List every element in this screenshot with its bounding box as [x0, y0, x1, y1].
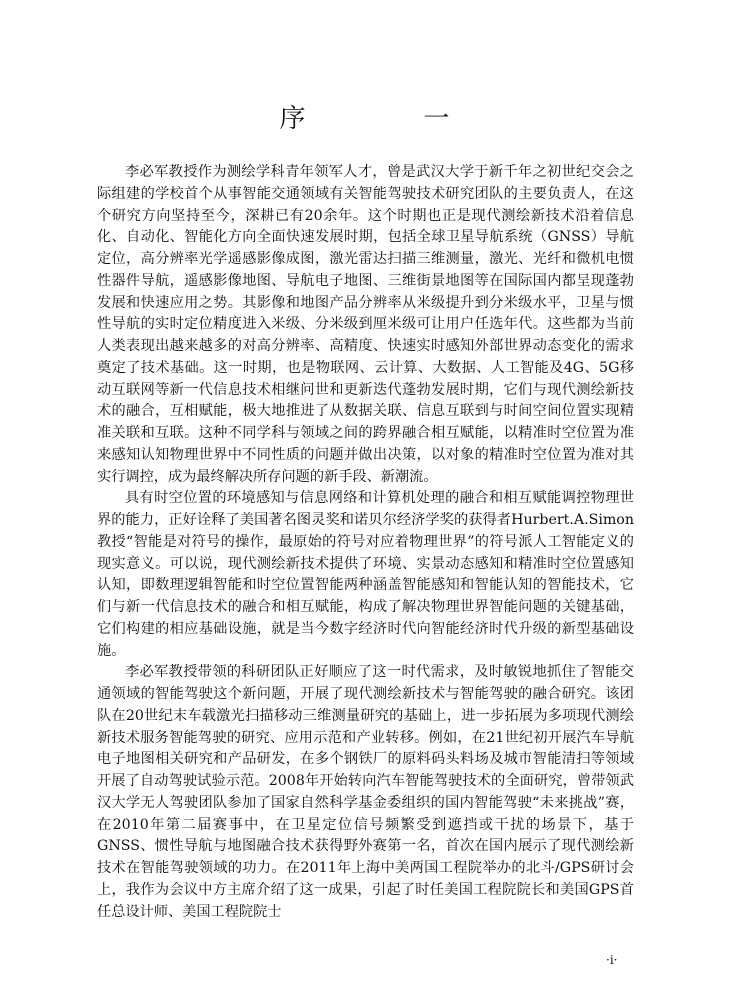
paragraph-1: 李必军教授作为测绘学科青年领军人才，曾是武汉大学于新千年之初世纪交会之际组建的学校首个从事智能交通领域有关智能驾驶技术研究团队的主要负责人，在这个研究方向坚持至今，深耕已有20余年。这个时期也正是现代测绘新技术沿着信息化、自动化、智能化方向全面快速发展时期，包括全球卫星导航系统（GNSS）导航定位，高分辨率光学遥感影像成图，激光雷达扫描三维测量，激光、光纤和微机电惯性器件导航，遥感影像地图、导航电子地图、三维街景地图等在国际国内都呈现蓬勃发展和快速应用之势。其影像和地图产品分辨率从米级提升到分米级水平，卫星与惯性导航的实时定位精度进入米级、分米级到厘米级可让用户任选年代。这些都为当前人类表现出越来越多的对高分辨率、高精度、快速实时感知外部世界动态变化的需求奠定了技术基础。这一时期，也是物联网、云计算、大数据、人工智能及4G、5G移动互联网等新一代信息技术相继问世和更新迭代蓬勃发展时期，它们与现代测绘新技术的融合，互相赋能，极大地推进了从数据关联、信息互联到与时间空间位置实现精准关联和互联。这种不同学科与领域之间的跨界融合相互赋能，以精准时空位置为准来感知认知物理世界中不同性质的问题并做出决策，以对象的精准时空位置为准对其实行调控，成为最终解决所存问题的新手段、新潮流。	[97, 164, 634, 485]
body-text	[97, 162, 634, 923]
paragraph-3: 李必军教授带领的科研团队正好顺应了这一时代需求，及时敏锐地抓住了智能交通领域的智能驾驶这个新问题，开展了现代测绘新技术与智能驾驶的融合研究。该团队在20世纪末车载激光扫描移动三维测量研究的基础上，进一步拓展为多项现代测绘新技术服务智能驾驶的研究、应用示范和产业转移。例如，在21世纪初开展汽车导航电子地图相关研究和产品研发，在多个钢铁厂的原料码头料场及城市智能清扫等领域开展了自动驾驶试验示范。2008年开始转向汽车智能驾驶技术的全面研究，曾带领武汉大学无人驾驶团队参加了国家自然科学基金委组织的国内智能驾驶“未来挑战”赛，在2010年第二届赛事中，在卫星定位信号频繁受到遮挡或干扰的场景下，基于GNSS、惯性导航与地图融合技术获得野外赛第一名，首次在国内展示了现代测绘新技术在智能驾驶领域的功力。在2011年上海中美两国工程院举办的北斗/GPS研讨会上，我作为会议中方主席介绍了这一成果，引起了时任美国工程院院长和美国GPS首任总设计师、美国工程院院士	[97, 664, 634, 920]
page-title: 序 一	[279, 104, 496, 134]
paragraph-2: 具有时空位置的环境感知与信息网络和计算机处理的融合和相互赋能调控物理世界的能力，正好诠释了美国著名图灵奖和诺贝尔经济学奖的获得者Hurbert.A.Simon教授“智能是对符号的操作，最原始的符号对应着物理世界”的符号派人工智能定义的现实意义。可以说，现代测绘新技术提供了环境、实景动态感知和精准时空位置感知认知，即数理逻辑智能和时空位置智能两种涵盖智能感知和智能认知的智能技术，它们与新一代信息技术的融合和相互赋能，构成了解决物理世界智能问题的关键基础，它们构建的相应基础设施，就是当今数字经济时代向智能经济时代升级的新型基础设施。	[97, 490, 634, 659]
page-number: ·i·	[606, 953, 618, 967]
